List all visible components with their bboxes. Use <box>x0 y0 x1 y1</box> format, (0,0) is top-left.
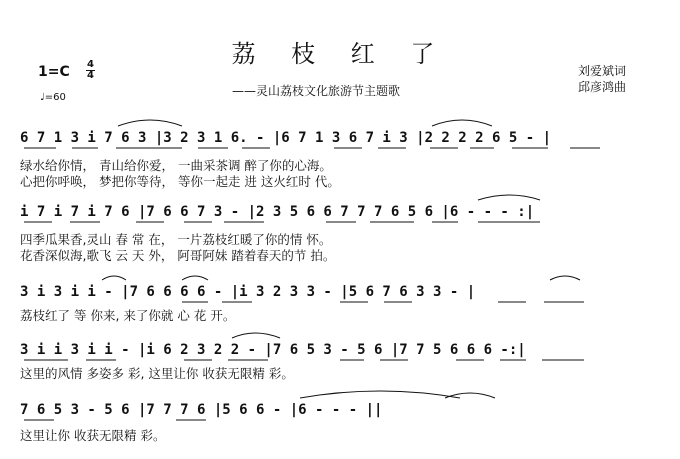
slur-mark <box>550 276 580 280</box>
notation-row-4: 3 i i 3 i i - |i 6 2 3 2 2 - |7 6 5 3 - 5 6 |7 7 5 6 6 6 -:| <box>20 342 526 358</box>
lyric-row-1-verse-2: 心把你呼唤， 梦把你等待， 等你一起走 进 这火红时 代。 <box>20 174 340 189</box>
lyric-row-2-verse-2: 花香深似海,歌飞 云 天 外， 阿哥阿妹 踏着春天的节 拍。 <box>20 248 336 263</box>
lyric-row-4: 这里的风情 多姿多 彩, 这里让你 收获无限精 彩。 <box>20 366 294 381</box>
notation-row-3: 3 i 3 i i - |7 6 6 6 6 - |i 3 2 3 3 - |5 6 7 6 3 3 - | <box>20 284 476 300</box>
slur-mark <box>300 391 460 398</box>
song-title: 荔 枝 红 了 <box>231 40 449 68</box>
composer-credit: 邱彦鸿曲 <box>578 80 627 94</box>
lyric-row-1-verse-1: 绿水给你情， 青山给你爱， 一曲采茶调 醉了你的心海。 <box>20 158 332 173</box>
lyric-row-5: 这里让你 收获无限精 彩。 <box>20 428 166 443</box>
notation-row-1: 6 7 1 3 i 7 6 3 |3 2 3 1 6. - |6 7 1 3 6 7 i 3 |2 2 2 2 6 5 - | <box>20 130 552 146</box>
notation-row-2: i 7 i 7 i 7 6 |7 6 6 7 3 - |2 3 5 6 6 7 7 7 6 5 6 |6 - - - :| <box>20 204 535 220</box>
slur-mark <box>232 333 280 338</box>
slur-mark <box>432 120 492 126</box>
tempo-marking: ♩=60 <box>40 92 66 103</box>
lyric-row-3: 荔枝红了 等 你来, 来了你就 心 花 开。 <box>20 308 236 323</box>
lyricist-credit: 刘爱斌词 <box>578 64 627 78</box>
notation-row-5: 7 6 5 3 - 5 6 |7 7 7 6 |5 6 6 - |6 - - - || <box>20 402 383 418</box>
lyric-row-2-verse-1: 四季瓜果香,灵山 春 常 在， 一片荔枝红暖了你的情 怀。 <box>20 232 332 247</box>
slur-mark <box>118 120 182 126</box>
time-signature-top: 4 <box>87 59 94 70</box>
time-signature-bottom: 4 <box>87 70 94 81</box>
slur-mark <box>182 276 208 280</box>
key-signature: 1=C <box>38 64 70 80</box>
song-subtitle: ——灵山荔枝文化旅游节主题歌 <box>232 84 401 98</box>
slur-mark <box>478 195 540 200</box>
slur-mark <box>102 276 126 280</box>
